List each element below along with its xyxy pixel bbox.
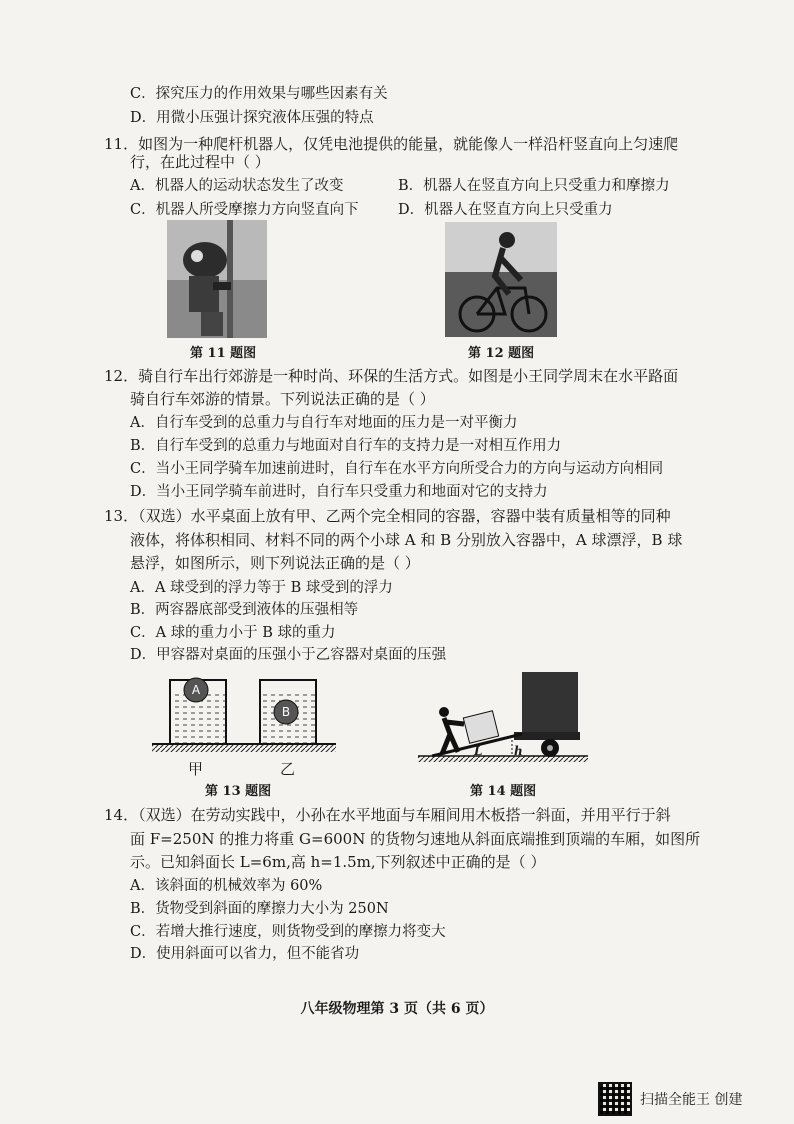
q11-option-a: A．机器人的运动状态发生了改变 <box>130 178 344 194</box>
q13-stem-line2: 液体，将体积相同、材料不同的两个小球 A 和 B 分别放入容器中，A 球漂浮，B 球 <box>130 531 683 549</box>
q13-figure-caption: 第 13 题图 <box>205 784 272 799</box>
q14-figure-caption: 第 14 题图 <box>470 784 537 799</box>
cyclist-photo <box>445 222 557 337</box>
option-d-prev: D．用微小压强计探究液体压强的特点 <box>130 110 374 126</box>
qr-code-icon <box>598 1082 632 1116</box>
q13-option-d: D．甲容器对桌面的压强小于乙容器对桌面的压强 <box>130 647 447 663</box>
q14-option-a: A．该斜面的机械效率为 60% <box>130 878 323 894</box>
q14-stem-line2: 面 F=250N 的推力将重 G=600N 的货物匀速地从斜面底端推到顶端的车厢，如图所 <box>130 830 701 848</box>
q12-option-c: C．当小王同学骑车加速前进时，自行车在水平方向所受合力的方向与运动方向相同 <box>130 461 664 477</box>
q14-option-c: C．若增大推行速度，则货物受到的摩擦力将变大 <box>130 924 446 940</box>
q12-figure-caption: 第 12 题图 <box>468 346 535 361</box>
containers-diagram <box>150 668 338 756</box>
q12-option-a: A．自行车受到的总重力与自行车对地面的压力是一对平衡力 <box>130 415 518 431</box>
q11-stem-line1: 11．如图为一种爬杆机器人，仅凭电池提供的能量，就能像人一样沿杆竖直向上匀速爬 <box>104 135 679 153</box>
q13-option-c: C．A 球的重力小于 B 球的重力 <box>130 625 336 641</box>
q12-stem-line2: 骑自行车郊游的情景。下列说法正确的是（ ） <box>130 390 435 408</box>
q12-option-b: B．自行车受到的总重力与地面对自行车的支持力是一对相互作用力 <box>130 438 562 454</box>
q13-stem-line3: 悬浮，如图所示，则下列说法正确的是（ ） <box>130 554 420 572</box>
q12-option-d: D．当小王同学骑车前进时，自行车只受重力和地面对它的支持力 <box>130 484 548 500</box>
ramp-length-label: L <box>474 744 483 758</box>
q11-figure-caption: 第 11 题图 <box>190 346 257 361</box>
q13-option-b: B．两容器底部受到液体的压强相等 <box>130 602 359 618</box>
q14-option-d: D．使用斜面可以省力，但不能省功 <box>130 946 360 962</box>
container-jia-label: 甲 <box>188 760 204 778</box>
q14-option-b: B．货物受到斜面的摩擦力大小为 250N <box>130 901 389 917</box>
ramp-height-label: h <box>514 744 523 758</box>
ramp-truck-diagram <box>418 668 590 764</box>
container-yi-label: 乙 <box>280 760 296 778</box>
scanner-watermark <box>598 1082 742 1116</box>
q14-stem-line1: 14．（双选）在劳动实践中，小孙在水平地面与车厢间用木板搭一斜面，并用平行于斜 <box>104 806 671 824</box>
q11-option-b: B．机器人在竖直方向上只受重力和摩擦力 <box>398 178 670 194</box>
q14-stem-line3: 示。已知斜面长 L=6m,高 h=1.5m,下列叙述中正确的是（ ） <box>130 853 546 871</box>
q13-stem-line1: 13．（双选）水平桌面上放有甲、乙两个完全相同的容器，容器中装有质量相等的同种 <box>104 507 671 525</box>
q11-option-d: D．机器人在竖直方向上只受重力 <box>398 202 613 218</box>
ball-a-label: A <box>191 683 201 697</box>
q12-stem-line1: 12．骑自行车出行郊游是一种时尚、环保的生活方式。如图是小王同学周末在水平路面 <box>104 367 679 385</box>
robot-photo <box>167 220 267 338</box>
q11-option-c: C．机器人所受摩擦力方向竖直向下 <box>130 202 359 218</box>
q11-stem-line2: 行，在此过程中（ ） <box>130 153 270 171</box>
ball-b-label: B <box>281 705 291 719</box>
option-c-prev: C．探究压力的作用效果与哪些因素有关 <box>130 86 388 102</box>
page-footer: 八年级物理第 3 页（共 6 页） <box>300 1001 494 1017</box>
q13-option-a: A．A 球受到的浮力等于 B 球受到的浮力 <box>130 580 393 596</box>
watermark-text: 扫描全能王 创建 <box>640 1092 743 1108</box>
